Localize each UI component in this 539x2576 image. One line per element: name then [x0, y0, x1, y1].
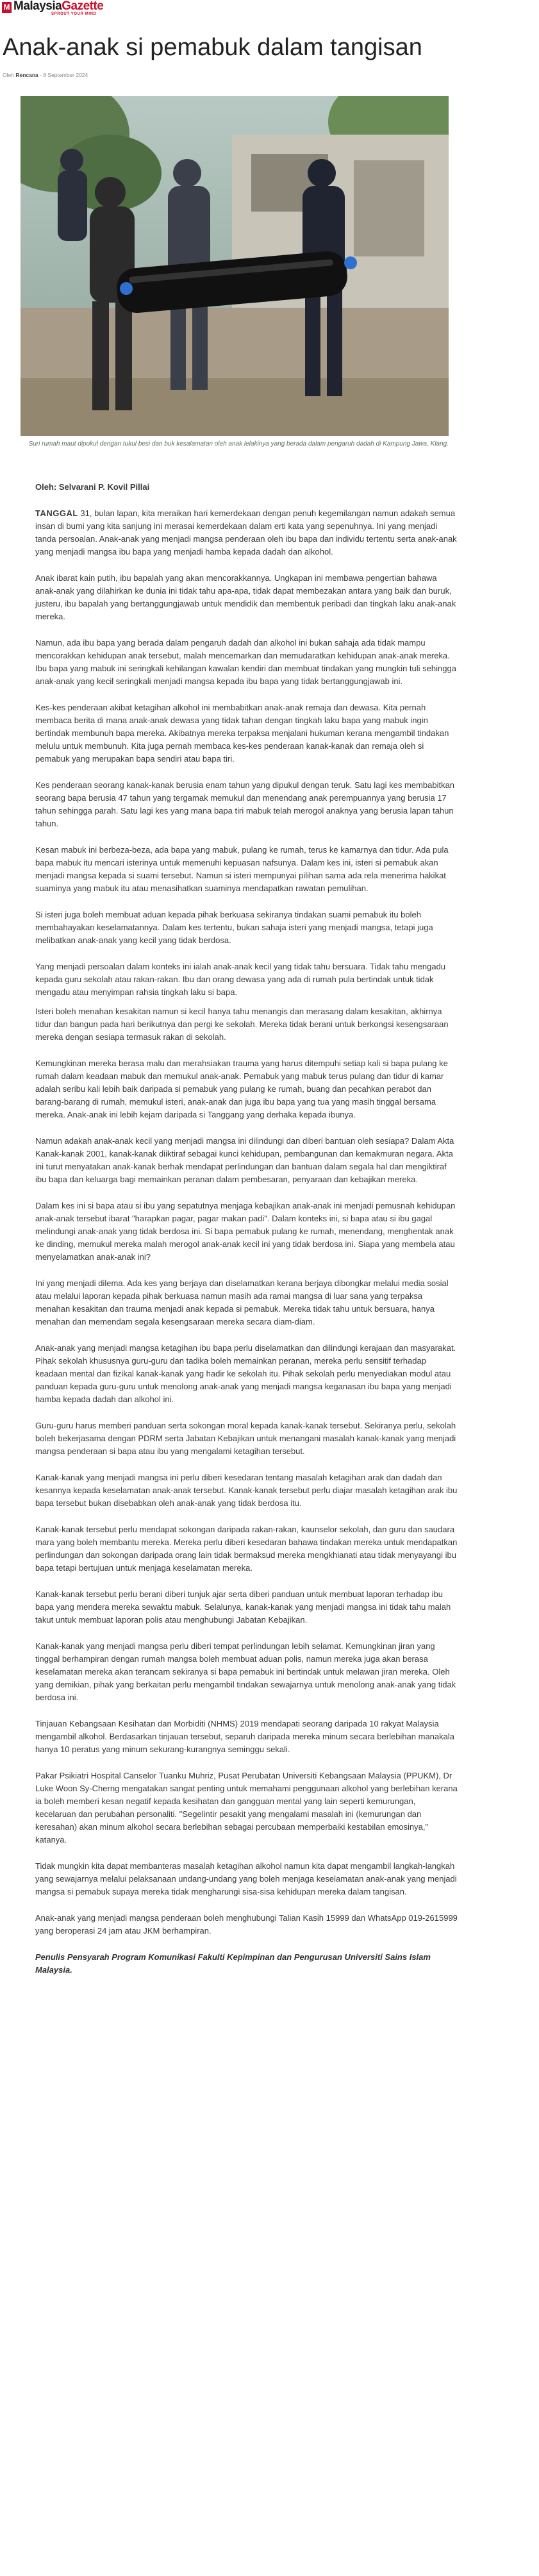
lead-word: TANGGAL — [35, 508, 78, 518]
byline-prefix: Oleh — [3, 72, 16, 78]
article-paragraph: Yang menjadi persoalan dalam konteks ini ialah anak-anak kecil yang tidak tahu bersuara. Tidak tahu mengadu kepada guru sekolah atau rakan-rakan. Ibu dan orang dewasa yang ada di rumah pula bertindak untuk tidak mengadu atau menyimpan rahsia tingkah laku si bapa. — [35, 962, 446, 997]
article-paragraph: Kanak-kanak yang menjadi mangsa perlu diberi tempat perlindungan lebih selamat. Kemungkinan jiran yang tinggal berhampiran dengan rumah mangsa boleh membuat aduan polis, namun mereka juga akan berasa keselamatan mereka akan terancam sekiranya si bapa pemabuk ini bertindak untuk melawan jiran mereka. Oleh yang demikian, pihak yang berkaitan perlu mengambil tindakan sewajarnya untuk menolong anak-anak yang tidak berdosa ini. — [35, 1641, 456, 1702]
photo-caption: Suri rumah maut dipukul dengan tukul besi dan buk kesalamatan oleh anak lelakinya yang berada dalam pengaruh dadah di Kampung Jawa, Klang. — [28, 440, 449, 447]
byline — [3, 72, 88, 78]
article-paragraph: Kes-kes penderaan akibat ketagihan alkohol ini membabitkan anak-anak remaja dan dewasa. Kita pernah membaca berita di mana anak-anak dewasa yang tidak tahan dengan tingkah laku bapa yang mabuk ingin bertindak membunuh bapa mereka. Akibatnya mereka terpaksa menjalani hukuman kerana mengambil tindakan melulu untuk membunuh. Kita juga pernah membaca kes-kes penderaan kanak-kanak dan remaja oleh si pemabuk yang merupakan bapa sendiri atau bapa tiri. — [35, 703, 449, 764]
article-paragraph: Kanak-kanak yang menjadi mangsa ini perlu diberi kesedaran tentang masalah ketagihan arak dan dadah dan kesannya kepada keselamatan anak-anak tersebut. Kanak-kanak tersebut perlu diajar masalah ketagihan arak ibu bapa tersebut bukan disebabkan oleh anak-anak yang tidak berdosa itu. — [35, 1473, 458, 1508]
article-paragraph: Anak ibarat kain putih, ibu bapalah yang akan mencorakkannya. Ungkapan ini membawa pengertian bahawa anak-anak yang dilahirkan ke dunia ini tidak tahu apa-apa, tidak dapat membezakan antara yang baik dan buruk, justeru, ibu bapalah yang bertanggungjawab untuk mendidik dan membentuk peribadi dan tingkah laku anak-anak mereka. — [35, 573, 456, 621]
article-photo — [21, 96, 449, 436]
article-paragraph: Namun adakah anak-anak kecil yang menjadi mangsa ini dilindungi dan diberi bantuan oleh sesiapa? Dalam Akta Kanak-kanak 2001, kanak-kanak diiktiraf sebagai kunci kehidupan, pembangunan dan kemakmuran negara. Akta ini turut menyatakan anak-kanak berhak mendapat perlindungan dan bantuan dalam segala hal dan mengiktiraf ibu bapa dan keluarga bagi memainkan peranan dalam pembesaran, penyaraan dan kebajikan mereka. — [35, 1136, 454, 1184]
article-paragraph: Kes penderaan seorang kanak-kanak berusia enam tahun yang dipukul dengan teruk. Satu lagi kes membabitkan seorang bapa berusia 47 tahun yang tergamak memukul dan menendang anak perempuannya yang berusia 17 tahun sehingga parah. Satu lagi kes yang mana bapa tiri mabuk telah merogol anaknya yang berusia lapan tahun tahun. — [35, 780, 455, 828]
article-paragraph: Pakar Psikiatri Hospital Canselor Tuanku Muhriz, Pusat Perubatan Universiti Kebangsaan Malaysia (PPUKM), Dr Luke Woon Sy-Cherng mengatakan sangat penting untuk memahami penggunaan alkohol yang berlebihan kerana ia boleh memberi kesan negatif kepada kesihatan dan gangguan mental yang lain seperti kemurungan, kecelaruan dan perubahan personaliti. "Segelintir pesakit yang mengalami masalah ini (kemurungan dan keresahan) akan minum alkohol secara berlebihan sebagai percubaan memperbaiki kestabilan emosinya," katanya. — [35, 1771, 458, 1844]
article-paragraph: Tinjauan Kebangsaan Kesihatan dan Morbiditi (NHMS) 2019 mendapati seorang daripada 10 rakyat Malaysia mengambil alkohol. Berdasarkan tinjauan tersebut, separuh daripada mereka minum secara berlebihan manakala hanya 10 peratus yang minum sekurang-kurangnya seminggu sekali. — [35, 1719, 454, 1754]
site-name-part1: Malaysia — [13, 0, 62, 13]
masthead — [0, 0, 539, 14]
article-paragraph: Tidak mungkin kita dapat membanteras masalah ketagihan alkohol namun kita dapat mengambil langkah-langkah yang sewajarnya melalui pelaksanaan undang-undang yang boleh menjaga keselamatan anak-anak yang menjadi mangsa si pemabuk supaya mereka tidak mengharungi sisa-sisa kehidupan mereka dalam tangisan. — [35, 1861, 457, 1896]
site-tagline: SPROUT YOUR MIND — [51, 12, 97, 16]
article-paragraph: TANGGAL 31, bulan lapan, kita meraikan hari kemerdekaan dengan penuh kegemilangan namun adakah semua insan di bumi yang kita sanjung ini merasai kemerdekaan dalam erti kata yang sepenuhnya. Ini yang menjadi tanda persoalan. Anak-anak yang menjadi mangsa penderaan oleh ibu bapa dan individu tertentu serta anak-anak yang menjadi mangsa ibu bapa yang menjadi hamba kepada dadah dan alkohol. — [35, 508, 457, 556]
article-paragraph: Kanak-kanak tersebut perlu mendapat sokongan daripada rakan-rakan, kaunselor sekolah, dan guru dan saudara mara yang boleh membantu mereka. Mereka perlu diberi kesedaran bahawa tindakan mereka untuk mendapatkan perlindungan dan sokongan daripada orang lain tidak bermaksud mereka mengkhianati atau tidak menyayangi ibu bapa tetapi bertujuan untuk menjaga keselamatan mereka. — [35, 1525, 458, 1573]
article-paragraph: Dalam kes ini si bapa atau si ibu yang sepatutnya menjaga kebajikan anak-anak ini menjadi pemusnah kehidupan anak-anak tersebut ibarat "harapkan pagar, pagar makan padi". Dalam konteks ini, si bapa atau si ibu gagal melindungi anak-anak yang tidak berdosa ini. Si bapa pemabuk pulang ke rumah, menendang, menghentak anak ke dinding, memukul mereka malah merogol anak-anak kecil ini yang tidak berdosa ini. Siapa yang membela atau menyelamatkan anak-anak ini? — [35, 1201, 456, 1262]
author-bio-note: Penulis Pensyarah Program Komunikasi Fakulti Kepimpinan dan Pengurusan Universiti Sains Islam Malaysia. — [35, 1952, 431, 1975]
site-name-part2: Gazette — [62, 0, 104, 13]
article-paragraph: Namun, ada ibu bapa yang berada dalam pengaruh dadah dan alkohol ini bukan sahaja ada tidak mampu mencorakkan kehidupan anak tersebut, malah mencemarkan dan memudaratkan kehidupan anak-anak mereka. Ibu bapa yang mabuk ini seringkali kehilangan kawalan kendiri dan membuat tindakan yang mungkin tuli sehingga anak-anak yang kecil seringkali menjadi mangsa kepada ibu bapa yang tidak bertanggungjawab ini. — [35, 638, 456, 686]
article-body — [35, 481, 458, 1990]
article-paragraph: Si isteri juga boleh membuat aduan kepada pihak berkuasa sekiranya tindakan suami pemabuk itu boleh membahayakan keselamatannya. Dalam kes tertentu, bukan sahaja isteri yang menjadi mangsa, tetapi juga melibatkan anak-anak yang kecil yang tidak berdosa. — [35, 910, 433, 945]
article-paragraph: Isteri boleh menahan kesakitan namun si kecil hanya tahu menangis dan merasang dalam kesakitan, akhirnya tidur dan bangun pada hari berikutnya dan pergi ke sekolah. Mereka tidak berani untuk berkongsi kesengsaraan mereka dengan sesiapa termasuk rakan di sekolah. — [35, 1007, 449, 1042]
article-paragraph: Kesan mabuk ini berbeza-beza, ada bapa yang mabuk, pulang ke rumah, terus ke kamarnya dan tidur. Ada pula bapa mabuk itu mencari isterinya untuk memenuhi kepuasan nafsunya. Dalam kes ini, isteri si pemabuk akan menjadi mangsa kepada si suami tersebut. Namun si isteri mempunyai pilihan sama ada rela menerima hakikat suaminya yang mabuk itu atau menasihatkan suaminya mendapatkan rawatan pemulihan. — [35, 845, 449, 893]
article-paragraph: Kemungkinan mereka berasa malu dan merahsiakan trauma yang harus ditempuhi setiap kali si bapa pulang ke rumah dalam keadaan mabuk dan memukul anak-anak. Pemabuk yang mabuk terus pulang dan tidur di kamar adalah seribu kali lebih baik daripada si pemabuk yang pulang ke rumah, buang dan pecahkan perabot dan barang-barang di rumah, memukul isteri, anak-anak dan juga ibu bapa yang tua yang masih tinggal bersama mereka. Anak-anak ini lebih kejam daripada si Tanggang yang derhaka kepada ibunya. — [35, 1058, 448, 1119]
site-logo-mark[interactable]: M — [2, 2, 12, 13]
site-logo[interactable] — [13, 0, 103, 13]
byline-author-link[interactable]: Rencana — [15, 72, 38, 78]
article-paragraph: Kanak-kanak tersebut perlu berani diberi tunjuk ajar serta diberi panduan untuk membuat laporan terhadap ibu bapa yang mendera mereka sewaktu mabuk. Selalunya, kanak-kanak yang menjadi mangsa ini tidak tahu malah takut untuk membuat laporan polis atau menghubungi Jabatan Kebajikan. — [35, 1589, 451, 1625]
article-author: Oleh: Selvarani P. Kovil Pillai — [35, 482, 150, 492]
article-paragraph: Anak-anak yang menjadi mangsa penderaan boleh menghubungi Talian Kasih 15999 dan WhatsApp 019-2615999 yang beroperasi 24 jam atau JKM berhampiran. — [35, 1913, 458, 1936]
article-paragraph: Guru-guru harus memberi panduan serta sokongan moral kepada kanak-kanak tersebut. Sekiranya perlu, sekolah boleh bekerjasama dengan PDRM serta Jabatan Kebajikan untuk menangani masalah kanak-kanak yang menjadi mangsa penderaan si bapa atau ibu yang mengalami ketagihan tersebut. — [35, 1421, 456, 1456]
article-title: Anak-anak si pemabuk dalam tangisan — [3, 34, 422, 61]
article-paragraph: Ini yang menjadi dilema. Ada kes yang berjaya dan diselamatkan kerana berjaya dibongkar melalui media sosial atau melalui laporan kepada pihak berkuasa namun masih ada ramai mangsa di luar sana yang terpaksa menahan kesakitan dan trauma menjadi anak kepada si pemabuk. Mereka tidak tahu untuk bersuara, hanya menahan dan memendam segala kesengsaraan mereka secara diam-diam. — [35, 1278, 449, 1326]
byline-date: - 8 September 2024 — [38, 72, 88, 78]
article-paragraph: Anak-anak yang menjadi mangsa ketagihan ibu bapa perlu diselamatkan dan dilindungi kerajaan dan masyarakat. Pihak sekolah khususnya guru-guru dan tadika boleh memainkan peranan, mereka perlu sensitif terhadap keadaan mental dan fizikal kanak-kanak yang hadir ke sekolah itu. Pihak sekolah perlu menyediakan modul atau panduan kepada guru-guru untuk menolong anak-anak yang menjadi mangsa keganasan ibu bapa yang menjadi hamba kepada dadah dan alkohol ini. — [35, 1343, 456, 1404]
